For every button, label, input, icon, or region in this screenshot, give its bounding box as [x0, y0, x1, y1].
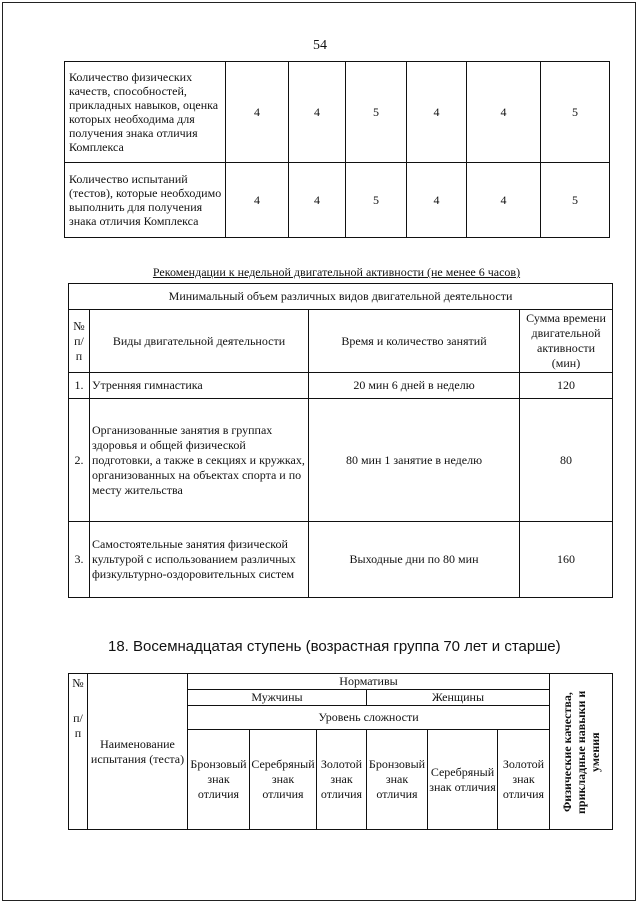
- normatives-header: Нормативы: [188, 674, 550, 690]
- activity-cell: Утренняя гимнастика: [90, 373, 309, 399]
- row-number: 2.: [69, 399, 90, 522]
- activity-cell: Организованные занятия в группах здоровья и общей физической подготовки, а также в секциях и кружках, организованных на объектах спорта и по месту жительства: [90, 399, 309, 522]
- table-row: [65, 163, 610, 238]
- badge-header: Бронзовый знак отличия: [188, 730, 250, 830]
- stage-heading: 18. Восемнадцатая ступень (возрастная группа 70 лет и старше): [108, 638, 561, 655]
- value-cell: 5: [541, 62, 610, 163]
- page-number: 54: [313, 38, 327, 53]
- value-cell: 4: [407, 62, 467, 163]
- column-header-test-name: Наименование испытания (теста): [88, 674, 188, 830]
- qualities-wrap: [551, 677, 611, 827]
- activity-cell: Самостоятельные занятия физической культурой с использованием различных физкультурно-оздоровительных систем: [90, 522, 309, 598]
- value-cell: 4: [467, 62, 541, 163]
- table-header-row: [69, 310, 613, 373]
- table-row: [69, 373, 613, 399]
- column-header-sum: Сумма времени двигательной активности (мин): [520, 310, 613, 373]
- value-cell: 4: [407, 163, 467, 238]
- badge-header: Золотой знак отличия: [317, 730, 367, 830]
- men-header: Мужчины: [188, 690, 367, 706]
- normatives-table: [68, 673, 613, 830]
- recommendations-table: [68, 283, 613, 598]
- qualification-table: [64, 61, 610, 238]
- row-number: 3.: [69, 522, 90, 598]
- badge-header: Бронзовый знак отличия: [367, 730, 428, 830]
- time-cell: Выходные дни по 80 мин: [309, 522, 520, 598]
- value-cell: 5: [346, 62, 407, 163]
- badge-header: Серебряный знак отличия: [250, 730, 317, 830]
- value-cell: 5: [541, 163, 610, 238]
- row-label: Количество испытаний (тестов), которые необходимо выполнить для получения знака отличия Комплекса: [65, 163, 226, 238]
- row-label: Количество физических качеств, способностей, прикладных навыков, оценка которых необходима для получения знака отличия Комплекса: [65, 62, 226, 163]
- value-cell: 4: [289, 62, 346, 163]
- table-row: [65, 62, 610, 163]
- value-cell: 4: [226, 163, 289, 238]
- badge-header: Золотой знак отличия: [498, 730, 550, 830]
- value-cell: 4: [289, 163, 346, 238]
- row-number: 1.: [69, 373, 90, 399]
- difficulty-header: Уровень сложности: [188, 706, 550, 730]
- sum-cell: 160: [520, 522, 613, 598]
- section-title: Минимальный объем различных видов двигательной деятельности: [69, 284, 613, 310]
- table-row: [69, 399, 613, 522]
- time-cell: 80 мин 1 занятие в неделю: [309, 399, 520, 522]
- column-header-num: № п/п: [69, 310, 90, 373]
- table-row: [69, 284, 613, 310]
- badge-header: Серебряный знак отличия: [428, 730, 498, 830]
- time-cell: 20 мин 6 дней в неделю: [309, 373, 520, 399]
- column-header-num: [69, 674, 88, 830]
- num-header-top: №: [72, 676, 84, 690]
- table-header-row: [69, 674, 613, 690]
- column-header-time: Время и количество занятий: [309, 310, 520, 373]
- qualities-header: Физические качества, прикладные навыки и умения: [560, 689, 602, 814]
- column-header-qualities: [550, 674, 613, 830]
- sum-cell: 120: [520, 373, 613, 399]
- table-row: [69, 522, 613, 598]
- value-cell: 5: [346, 163, 407, 238]
- value-cell: 4: [226, 62, 289, 163]
- sum-cell: 80: [520, 399, 613, 522]
- column-header-activity: Виды двигательной деятельности: [90, 310, 309, 373]
- value-cell: 4: [467, 163, 541, 238]
- recommendations-caption: Рекомендации к недельной двигательной активности (не менее 6 часов): [152, 265, 521, 279]
- women-header: Женщины: [367, 690, 550, 706]
- num-header-bottom: п/п: [73, 711, 83, 740]
